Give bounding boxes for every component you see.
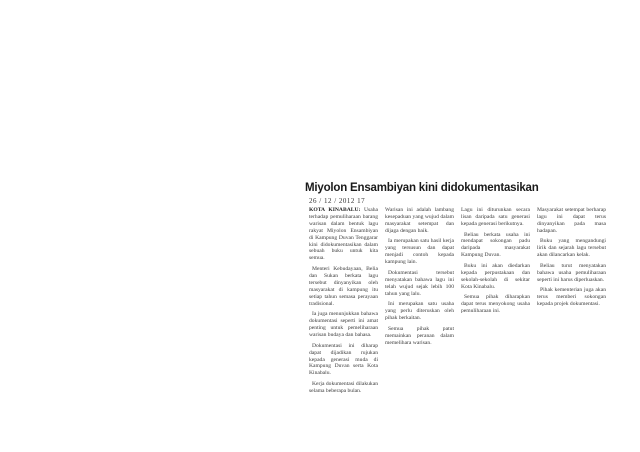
article-paragraph (385, 326, 454, 347)
article-paragraph-text: Buku yang mengandungi lirik dan sejarah lagu tersebut akan dilancarkan kelak. (537, 238, 606, 259)
article-paragraph-text: Ini merupakan satu usaha yang perlu diteruskan oleh pihak berkaitan. (385, 301, 454, 322)
article-paragraph (461, 294, 530, 315)
article-column-3 (461, 207, 530, 439)
article-headline: Miyolon Ensambiyan kini didokumentasikan (305, 182, 539, 194)
article-paragraph (385, 207, 454, 235)
article-paragraph-text: Semua pihak patut memainkan peranan dalam memelihara warisan. (385, 325, 454, 346)
article-paragraph-text: Semua pihak diharapkan dapat terus menyokong usaha pemuliharaan ini. (461, 294, 530, 315)
article-paragraph-text: Usaha terhadap pemuliharaan barang warisan dalam bentuk lagu rakyat Miyolon Ensambiyan di Kampung Duvan Tenggarar kini didokumentasikan dalam sebuah buku untuk kita semua. (309, 207, 378, 262)
article-paragraph-text: Kerja dokumentasi dilakukan selama beberapa bulan. (309, 381, 378, 394)
article-column-2 (385, 207, 454, 439)
article-paragraph-text: Warisan ini adalah lambang kesepaduan yang wujud dalam masyarakat setempat dan dijaga dengan baik. (385, 207, 454, 234)
article-lead: KOTA KINABALU: (309, 207, 361, 213)
article-column-1 (309, 207, 378, 439)
article-paragraph (309, 266, 378, 307)
article-paragraph (537, 287, 606, 308)
article-paragraph-text: Masyarakat setempat berharap lagu ini dapat terus dinyanyikan pada masa hadapan. (537, 207, 606, 234)
article-paragraph (309, 207, 378, 262)
article-paragraph (309, 381, 378, 395)
article-paragraph (461, 263, 530, 291)
article-paragraph-text: Beliau turut menyatakan bahawa usaha pemuliharaan seperti ini harus diperluaskan. (537, 262, 606, 283)
article-paragraph-text: Dokumentasi tersebut menyatakan bahawa lagu ini telah wujud sejak lebih 100 tahun yang lalu. (385, 269, 454, 297)
article-paragraph (385, 270, 454, 298)
article-paragraph (385, 301, 454, 322)
article-paragraph-text: Beliau berkata usaha ini mendapat sokongan padu daripada masyarakat Kampung Duvan. (461, 231, 530, 259)
article-paragraph (385, 238, 454, 266)
article-paragraph-text: Ia juga menunjukkan bahawa dokumentasi seperti ini amat penting untuk pemeliharaan warisan budaya dan bahasa. (309, 311, 378, 338)
article-paragraph (537, 263, 606, 284)
article-paragraph-text: Pihak kementerian juga akan terus memberi sokongan kepada projek dokumentasi. (537, 287, 606, 308)
article-paragraph-text: Lagu ini diturunkan secara lisan daripada satu generasi kepada generasi berikutnya. (461, 207, 530, 227)
article-paragraph (461, 232, 530, 260)
article-paragraph-text: Dokumentasi ini diharap dapat dijadikan rujukan kepada generasi muda di Kampung Duvan serta Kota Kinabalu. (309, 342, 378, 377)
article-paragraph-text: Buku ini akan diedarkan kepada perpustakaan dan sekolah-sekolah di sekitar Kota Kinabalu. (461, 262, 530, 290)
article-column-4 (537, 207, 606, 439)
article-paragraph (309, 343, 378, 378)
article-paragraph (537, 207, 606, 235)
article-paragraph-text: Ia merupakan satu hasil kerja yang tersusun dan dapat menjadi contoh kepada kampung lain. (385, 238, 454, 266)
newspaper-clipping (301, 172, 611, 444)
article-paragraph (537, 238, 606, 259)
article-paragraph (309, 311, 378, 339)
article-paragraph-text: Menteri Kebudayaan, Belia dan Sukan berkata lagu tersebut dinyanyikan oleh masyarakat di kampung itu setiap tahun semasa perayaan tradisional. (309, 266, 378, 307)
article-paragraph (461, 207, 530, 228)
article-dateline: 26 / 12 / 2012 17 (309, 197, 366, 205)
